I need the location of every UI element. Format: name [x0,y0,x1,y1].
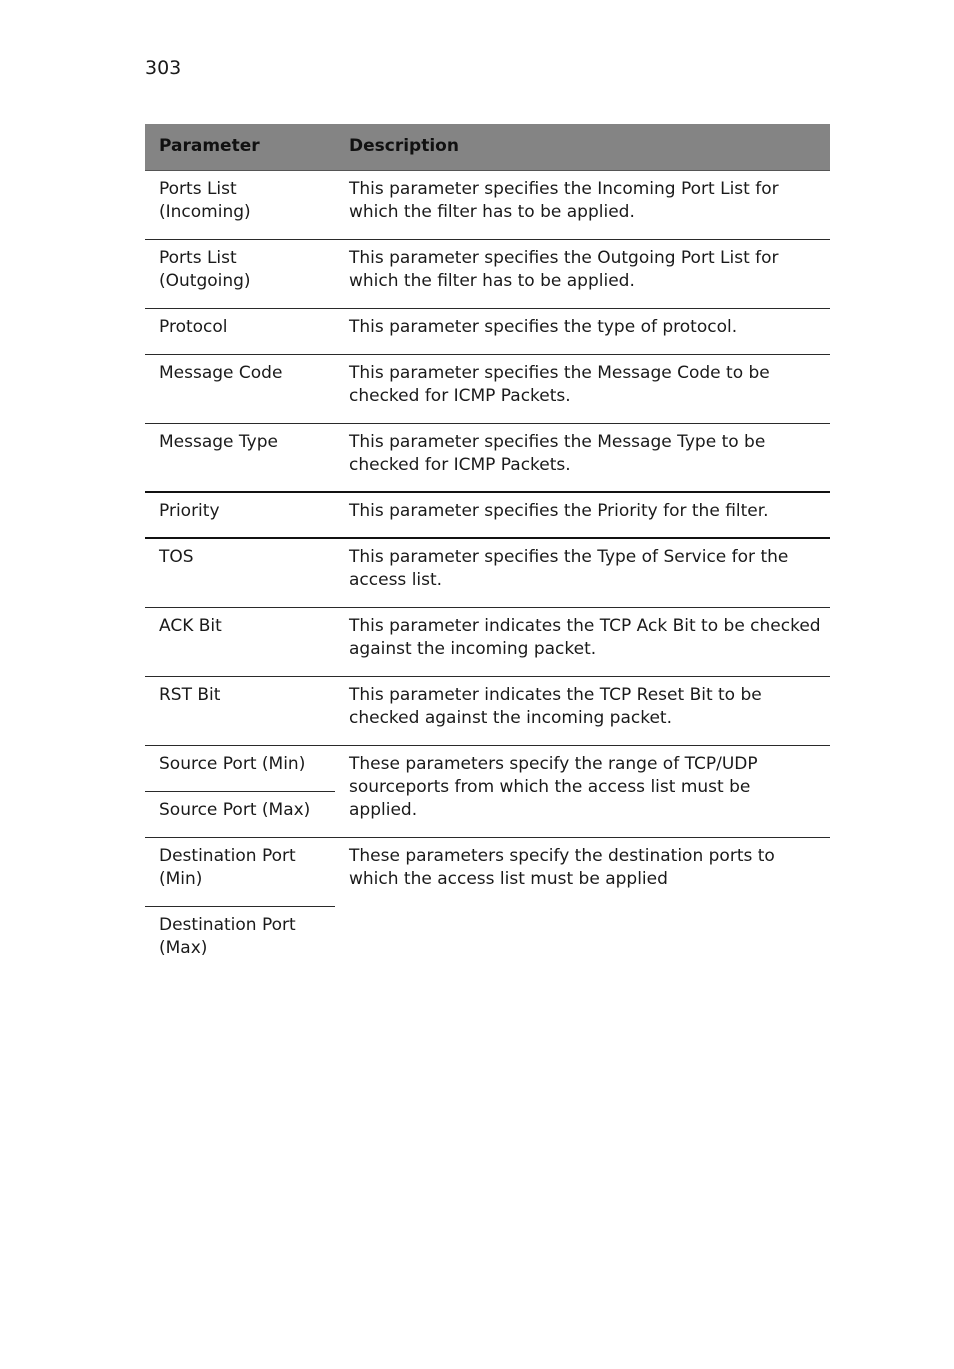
parameter-cell: Ports List (Incoming) [145,170,335,239]
table-row [145,676,830,745]
table-header-row [145,124,830,170]
parameter-cell: Protocol [145,308,335,354]
description-cell: This parameter indicates the TCP Reset Bit to be checked against the incoming packet. [335,676,830,745]
parameter-cell: Destination Port (Max) [159,914,296,958]
column-header-parameter: Parameter [145,124,335,170]
table-row [145,354,830,423]
description-cell: This parameter specifies the Type of Service for the access list. [335,538,830,607]
parameter-cell: TOS [145,538,335,607]
description-cell: This parameter indicates the TCP Ack Bit to be checked against the incoming packet. [335,607,830,676]
table-row [145,837,830,906]
parameter-cell: Source Port (Min) [145,745,335,791]
parameter-cell: Message Code [145,354,335,423]
column-header-description: Description [335,124,830,170]
parameter-cell: Destination Port (Min) [145,837,335,906]
description-cell: These parameters specify the destination ports to which the access list must be applied [349,845,775,889]
description-cell: This parameter specifies the Outgoing Port List for which the filter has to be applied. [335,239,830,308]
table-row [145,607,830,676]
description-cell: This parameter specifies the Message Type to be checked for ICMP Packets. [335,423,830,492]
description-cell: This parameter specifies the Incoming Port List for which the filter has to be applied. [335,170,830,239]
table-row [145,538,830,607]
parameter-cell: Priority [145,492,335,538]
parameter-table [145,124,830,975]
table-row [145,239,830,308]
parameter-cell: Source Port (Max) [145,791,335,837]
table-row [145,423,830,492]
description-cell: These parameters specify the range of TCP/UDP sourceports from which the access list must be applied. [335,745,830,837]
table-row [145,170,830,239]
table-row [145,492,830,538]
page-number: 303 [145,57,182,79]
parameter-cell: Message Type [145,423,335,492]
description-cell: This parameter specifies the Priority for the filter. [335,492,830,538]
parameter-cell: RST Bit [145,676,335,745]
table-row [145,308,830,354]
table-row [145,745,830,791]
parameter-cell: Ports List (Outgoing) [145,239,335,308]
description-cell: This parameter specifies the Message Code to be checked for ICMP Packets. [335,354,830,423]
description-cell: This parameter specifies the type of protocol. [335,308,830,354]
parameter-cell: ACK Bit [145,607,335,676]
